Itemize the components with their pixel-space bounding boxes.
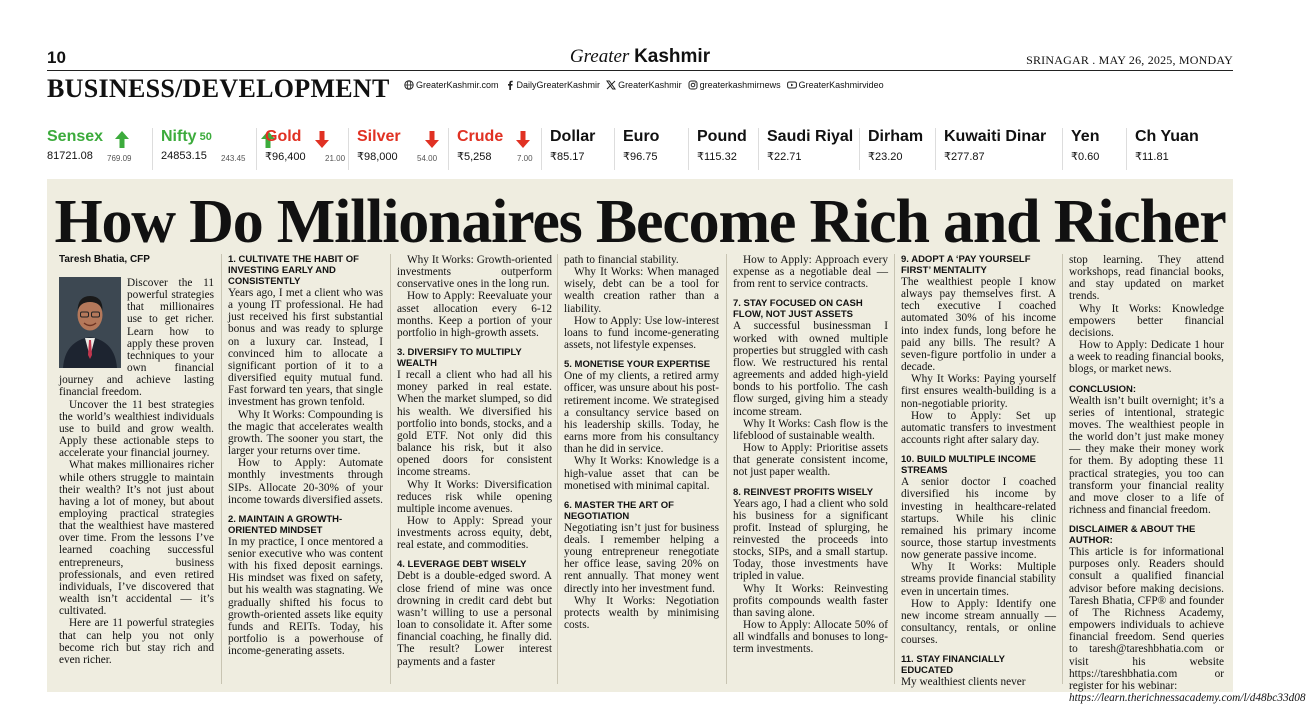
article-column-6 bbox=[901, 254, 1056, 688]
section-heading: CONCLUSION: bbox=[1069, 383, 1137, 395]
ticker-value: ₹5,258 bbox=[457, 151, 492, 163]
column-divider bbox=[557, 254, 558, 684]
paragraph: How to Apply: Use low-interest loans to fund income-generating assets, not lifestyle expenses. bbox=[564, 314, 719, 352]
article-column-5 bbox=[733, 254, 888, 688]
ticker-value: 24853.15 bbox=[161, 150, 207, 162]
section-heading: 6. MASTER THE ART OF NEGOTIATION bbox=[564, 499, 674, 522]
masthead-logo[interactable]: Greater Kashmir bbox=[569, 46, 711, 67]
section-heading: 9. ADOPT A ‘PAY YOURSELF FIRST’ MENTALITY bbox=[901, 254, 1031, 276]
article-column-1 bbox=[59, 254, 214, 688]
paragraph: Why It Works: Knowledge empowers better financial decisions. bbox=[1069, 302, 1224, 339]
paragraph: Why It Works: Paying yourself first ensures wealth-building is a non-negotiable priority. bbox=[901, 373, 1056, 410]
globe-icon bbox=[404, 80, 414, 90]
ticker-item-dirham bbox=[860, 128, 936, 170]
paragraph: How to Apply: Approach every expense as a negotiable deal — from rent to service contracts. bbox=[733, 254, 888, 291]
paragraph: A senior doctor I coached diversified his income by investing in healthcare-related startups. While his clinic remained his primary income source, those startup investments now generate passive income. bbox=[901, 476, 1056, 562]
ticker-value: ₹96,400 bbox=[265, 151, 306, 163]
ticker-item-kuwaiti-dinar bbox=[936, 128, 1063, 170]
paragraph: Why It Works: Diversification reduces risk while opening multiple income avenues. bbox=[397, 478, 552, 515]
ticker-item-pound bbox=[689, 128, 759, 170]
ticker-value: ₹85.17 bbox=[550, 151, 585, 163]
ticker-name: Nifty $^{50}$ bbox=[161, 128, 212, 145]
social-link-instagram[interactable]: greaterkashmirnews bbox=[688, 80, 781, 90]
section-heading: 5. MONETISE YOUR EXPERTISE bbox=[564, 359, 711, 371]
ticker-value: ₹277.87 bbox=[944, 151, 985, 163]
headline: How Do Millionaires Become Rich and Richer bbox=[54, 188, 1226, 256]
dateline: SRINAGAR . MAY 26, 2025, MONDAY bbox=[1026, 53, 1233, 67]
paragraph: How to Apply: Dedicate 1 hour a week to reading financial books, blogs, or market news. bbox=[1069, 339, 1224, 376]
paragraph: How to Apply: Automate monthly investments through SIPs. Allocate 20-30% of your income towards diversified assets. bbox=[228, 457, 383, 506]
header-rule bbox=[47, 70, 1233, 71]
ticker-value: ₹23.20 bbox=[868, 151, 903, 163]
paragraph: Here are 11 powerful strategies that can help you not only become rich but stay rich and even richer. bbox=[59, 617, 214, 666]
ticker-value: ₹96.75 bbox=[623, 151, 658, 163]
instagram-icon bbox=[688, 80, 698, 90]
ticker-item-crude bbox=[449, 128, 542, 170]
article-column-3 bbox=[397, 254, 552, 688]
youtube-icon bbox=[787, 80, 797, 90]
paragraph: The wealthiest people I know always pay themselves first. A tech executive I coached automated 30% of his income into index funds, long before he paid any bills. The result? A seven-figure portfolio in under a decade. bbox=[901, 276, 1056, 374]
paragraph: Years ago, I had a client who sold his business for a significant profit. Instead of splurging, he reinvested the proceeds into stocks, SIPs, and a small startup. Today, those investments have tripled in value. bbox=[733, 497, 888, 583]
paragraph: How to Apply: Prioritise assets that generate consistent income, not just paper wealth. bbox=[733, 442, 888, 479]
facebook-icon bbox=[505, 80, 515, 90]
ticker-name: Silver bbox=[357, 128, 401, 145]
paragraph: What makes millionaires richer while others struggle to maintain their wealth? It’s not just about having a lot of money, but about employing practical strategies that the wealthiest have mastered over time. From the lessons I’ve learned coaching successful entrepreneurs, business professionals, and even retired individuals, I’ve discovered that wealth isn’t accidental — it’s cultivated. bbox=[59, 459, 214, 618]
paragraph: Why It Works: Knowledge is a high-value asset that can be monetised with minimal capital. bbox=[564, 455, 719, 492]
ticker-change: 243.45 bbox=[221, 154, 246, 163]
paragraph: Debt is a double-edged sword. A close friend of mine was once drowning in credit card debt but wasn’t willing to use a personal loan to consolidate it. After some financial coaching, he finally did. The result? Lower interest payments and a faster bbox=[397, 570, 552, 668]
paragraph: Why It Works: Reinvesting profits compounds wealth faster than saving alone. bbox=[733, 582, 888, 619]
column-divider bbox=[390, 254, 391, 684]
paragraph: path to financial stability. bbox=[564, 254, 679, 266]
ticker-name: Pound bbox=[697, 128, 747, 145]
arrow-up-icon bbox=[115, 131, 129, 153]
section-heading: 8. REINVEST PROFITS WISELY bbox=[733, 486, 874, 498]
ticker-name: Dollar bbox=[550, 128, 596, 145]
section-heading: 10. BUILD MULTIPLE INCOME STREAMS bbox=[901, 454, 1036, 477]
paragraph: Discover the 11 powerful strategies that millionaires use to get richer. Learn how to apply these proven techniques to your own financial journey and achieve lasting financial freedom. bbox=[59, 277, 214, 399]
webinar-link[interactable]: https://learn.therichnessacademy.com/l/d48bc33d08 bbox=[1069, 692, 1306, 704]
paragraph: How to Apply: Set up automatic transfers to investment accounts right after salary day. bbox=[901, 409, 1056, 447]
paragraph: How to Apply: Reevaluate your asset allocation every 6-12 months. Keep a portion of your portfolio in high-growth assets. bbox=[397, 290, 552, 339]
ticker-item-yen bbox=[1063, 128, 1127, 170]
ticker-value: ₹98,000 bbox=[357, 151, 398, 163]
social-link-youtube[interactable]: GreaterKashmirvideo bbox=[787, 80, 884, 90]
ticker-name: Euro bbox=[623, 128, 660, 145]
ticker-item-gold bbox=[257, 128, 349, 170]
ticker-name: Dirham bbox=[868, 128, 924, 145]
paragraph: Why It Works: Negotiation protects wealth by minimising costs. bbox=[564, 594, 719, 632]
ticker-name: Ch Yuan bbox=[1135, 128, 1199, 145]
section-heading: 4. LEVERAGE DEBT WISELY bbox=[397, 559, 527, 571]
section-heading: 11. STAY FINANCIALLY EDUCATED bbox=[901, 654, 1005, 677]
ticker-name: Yen bbox=[1071, 128, 1100, 145]
social-link-globe[interactable]: GreaterKashmir.com bbox=[404, 80, 499, 90]
ticker-item-dollar bbox=[542, 128, 615, 170]
section-title: BUSINESS/DEVELOPMENT bbox=[47, 74, 390, 103]
social-link-facebook[interactable]: DailyGreaterKashmir bbox=[505, 80, 601, 90]
arrow-down-icon bbox=[516, 131, 530, 153]
social-link-x[interactable]: GreaterKashmir bbox=[606, 80, 682, 90]
ticker-item-ch-yuan bbox=[1127, 128, 1213, 170]
paragraph: Wealth isn’t built overnight; it’s a series of intentional, strategic moves. The wealthiest people in the world don’t just make money — they make their money work for them. By adopting these 11 practical strategies, you too can transform your financial reality and move closer to a life of richness and financial freedom. bbox=[1069, 394, 1224, 516]
x-icon bbox=[606, 80, 616, 90]
ticker-name: Saudi Riyal bbox=[767, 128, 854, 145]
column-divider bbox=[1062, 254, 1063, 684]
ticker-value: 81721.08 bbox=[47, 150, 93, 162]
arrow-down-icon bbox=[425, 131, 439, 153]
article bbox=[47, 179, 1306, 704]
author-photo bbox=[59, 277, 121, 368]
ticker-item-nifty bbox=[153, 128, 257, 170]
ticker-change: 21.00 bbox=[325, 154, 346, 163]
paragraph: How to Apply: Identify one new income stream annually — consultancy, rentals, or online courses. bbox=[901, 597, 1056, 647]
paragraph: I recall a client who had all his money parked in real estate. When the market slumped, so did his wealth. We diversified his portfolio into bonds, stocks, and a gold ETF. Not only did this balance his risk, but it also opened doors for consistent income streams. bbox=[397, 369, 552, 479]
article-column-2 bbox=[228, 254, 383, 688]
column-divider bbox=[894, 254, 895, 684]
ticker-change: 769.09 bbox=[107, 154, 132, 163]
article-column-4 bbox=[564, 254, 719, 688]
article-column-7 bbox=[1069, 254, 1306, 704]
paragraph: Negotiating isn’t just for business deals. I remember helping a young entrepreneur renegotiate her office lease, saving 20% on rent annually. That money went directly into her investment fund. bbox=[564, 521, 719, 595]
ticker-item-silver bbox=[349, 128, 449, 170]
paragraph: This article is for informational purposes only. Readers should consult a qualified financial advisor before making decisions. Taresh Bhatia, CFP® and founder of The Richness Academy, empowers individuals to achieve financial freedom. Send queries to taresh@tareshbhatia.com or visit his website https://tareshbhatia.com or register for his webinar: bbox=[1069, 546, 1224, 692]
column-divider bbox=[726, 254, 727, 684]
paragraph: stop learning. They attend workshops, read financial books, and stay updated on market trends. bbox=[1069, 254, 1224, 303]
ticker-name: Crude bbox=[457, 128, 504, 145]
paragraph: Why It Works: Compounding is the magic that accelerates wealth growth. The sooner you start, the larger your returns over time. bbox=[228, 408, 383, 458]
section-heading: 2. MAINTAIN A GROWTH-ORIENTED MINDSET bbox=[228, 513, 343, 536]
ticker-change: 7.00 bbox=[517, 154, 533, 163]
ticker-value: ₹11.81 bbox=[1135, 151, 1169, 163]
paragraph: Why It Works: Cash flow is the lifeblood of sustainable wealth. bbox=[733, 417, 888, 442]
paragraph: A successful businessman I worked with owned multiple properties but struggled with cash flow. We restructured his rental agreements and added high-yield bonds to his portfolio. The cash flow surged, giving him a steady income stream. bbox=[733, 320, 888, 418]
section-heading: 3. DIVERSIFY TO MULTIPLY WEALTH bbox=[397, 347, 522, 370]
ticker-item-euro bbox=[615, 128, 689, 170]
paragraph: My wealthiest clients never bbox=[901, 676, 1026, 689]
column-divider bbox=[221, 254, 222, 684]
paragraph: Why It Works: When managed wisely, debt can be a tool for wealth creation rather than a liability. bbox=[564, 266, 719, 315]
ticker-item-sensex bbox=[47, 128, 153, 170]
ticker-name: Kuwaiti Dinar bbox=[944, 128, 1047, 145]
section-heading: 1. CULTIVATE THE HABIT OF INVESTING EARLY AND CONSISTENTLY bbox=[228, 254, 359, 287]
paragraph: Why It Works: Multiple streams provide financial stability even in uncertain times. bbox=[901, 561, 1056, 598]
arrow-down-icon bbox=[315, 131, 329, 153]
ticker-value: ₹0.60 bbox=[1071, 151, 1100, 163]
paragraph: How to Apply: Allocate 50% of all windfalls and bonuses to long-term investments. bbox=[733, 619, 888, 656]
paragraph: Years ago, I met a client who was a young IT professional. He had just received his first substantial bonus and was ready to splurge on a luxury car. Instead, I convinced him to allocate a significant portion of it to a diversified equity mutual fund. Fast forward ten years, that single investment has grown tenfold. bbox=[228, 287, 383, 409]
ticker-change: 54.00 bbox=[417, 154, 438, 163]
paragraph: How to Apply: Spread your investments across equity, debt, real estate, and commodities. bbox=[397, 514, 552, 552]
paragraph: In my practice, I once mentored a senior executive who was content with his fixed deposit earnings. His mindset was fixed on safety, but his wealth was stagnating. We gradually shifted his focus to growth-oriented assets like equity funds and REITs. Today, his portfolio is a powerhouse of income-generating assets. bbox=[228, 535, 383, 658]
ticker-value: ₹22.71 bbox=[767, 151, 802, 163]
section-heading: 7. STAY FOCUSED ON CASH FLOW, NOT JUST ASSETS bbox=[733, 298, 863, 321]
ticker-value: ₹115.32 bbox=[697, 151, 737, 163]
market-ticker bbox=[47, 128, 1233, 170]
social-links bbox=[404, 80, 884, 90]
paragraph: Uncover the 11 best strategies the world’s wealthiest individuals use to build and grow wealth. Apply these actionable steps to accelerate your financial journey. bbox=[59, 398, 214, 460]
paragraph: One of my clients, a retired army officer, was unsure about his post-retirement income. We strategised a consultancy service based on his leadership skills. Today, he earns more from his consultancy than he did in service. bbox=[564, 370, 719, 456]
ticker-name: Gold bbox=[265, 128, 302, 145]
byline: Taresh Bhatia, CFP bbox=[59, 254, 150, 265]
section-heading: DISCLAIMER & ABOUT THE AUTHOR: bbox=[1069, 524, 1196, 547]
paragraph: Why It Works: Growth-oriented investments outperform conservative ones in the long run. bbox=[397, 254, 552, 291]
ticker-item-saudi-riyal bbox=[759, 128, 860, 170]
ticker-name: Sensex bbox=[47, 128, 104, 145]
page-number: 10 bbox=[47, 48, 66, 67]
